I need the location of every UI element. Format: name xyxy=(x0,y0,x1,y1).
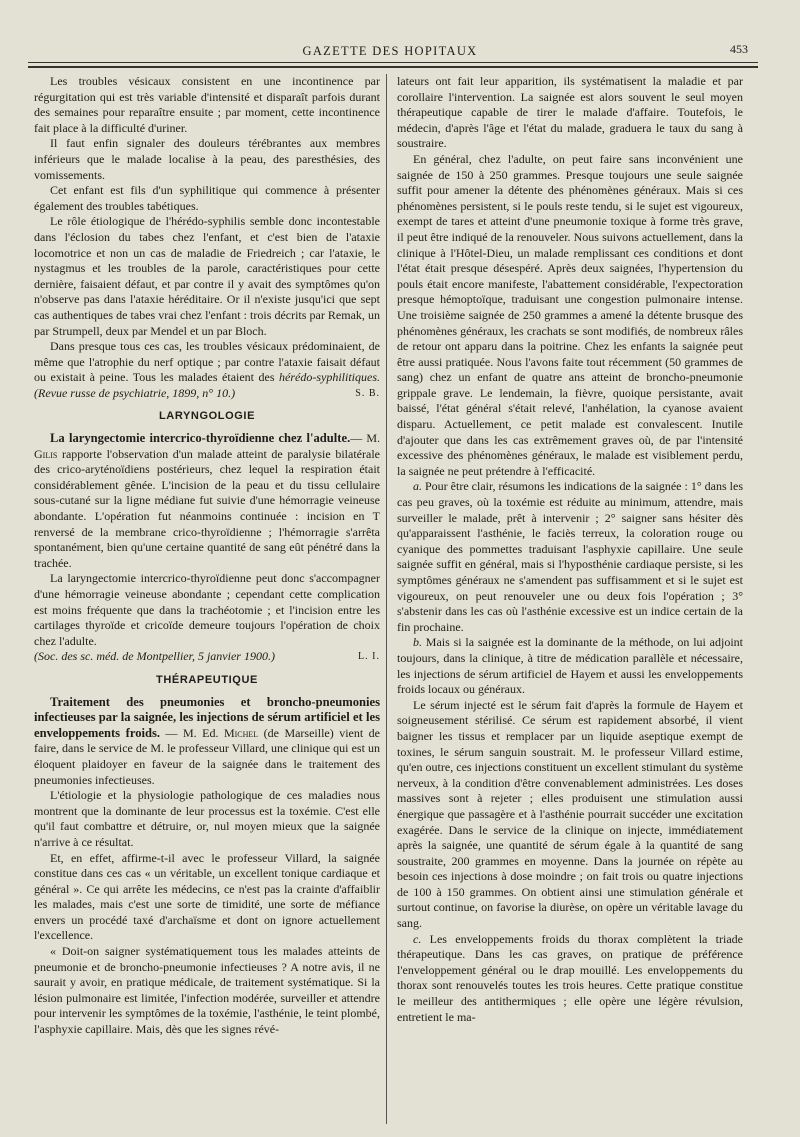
citation: . (Revue russe de psychiatrie, 1899, n° 10.) xyxy=(34,370,380,400)
paragraph: Cet enfant est fils d'un syphilitique qui commence à présenter également des troubles tabétiques. xyxy=(34,183,380,213)
author: Michel xyxy=(223,725,259,740)
paragraph xyxy=(34,339,380,401)
article xyxy=(34,431,380,571)
text: Les enveloppements froids du thorax complètent la triade thérapeutique. Dans les cas graves, on pratique de préférence l'enveloppement général ou le drap mouillé. Les enveloppements du thorax sont renouvelés toutes les trois heures. Cette pratique constitue le meilleur des antithermiques ; elle opère une légère révulsion, entretient le ma- xyxy=(397,931,743,1024)
paragraph: En général, chez l'adulte, on peut faire sans inconvénient une saignée de 150 à 250 grammes. Presque toujours une seule saignée suffit pour amener la détente des phénomènes généraux. Mais si ces phénomènes persistent, si le pouls reste tendu, si le sujet est vigoureux, exempt de tares et atteint d'une pneumonie toxique à forme très grave, il peut être indiqué de la renouveler. Nous suivons actuellement, dans la clinique à l'Hôtel-Dieu, un malade remplissant ces conditions et dont l'état était presque désespéré. Après deux saignées, l'hypertension du pouls était encore manifeste, l'abattement considérable, l'expectoration presque hémoptoïque, traduisant une congestion pulmonaire intense. Une troisième saignée de 250 grammes a amené la détente brusque des phénomènes généraux, les crachats se sont modifiés, de nombreux râles de retour ont apparu dans la poitrine. Chez les enfants la saignée peut être aussi pratiquée. Nous l'avons faite tout récemment (50 grammes de sang) chez un enfant de quatre ans atteint de broncho-pneumonie grippale grave. Le lendemain, la fièvre, quoique persistante, avait baissé, l'état général s'était relevé, l'anhélation, la cyanose avaient disparu. Actuellement, ce petit malade est convalescent. Inutile d'ajouter que dans les cas extrêmement graves où, de par l'intensité excessive des phénomènes généraux, le malade est visiblement perdu, la saignée ne peut prétendre à l'efficacité. xyxy=(397,151,743,478)
page-number: 453 xyxy=(730,42,748,56)
list-label: b. xyxy=(413,635,422,650)
text: — M. Ed. xyxy=(160,725,224,740)
text: Mais si la saignée est la dominante de la méthode, on lui adjoint toujours, dans la clinique, à titre de médication parallèle et nécessaire, les injections de sérum artificiel de Hayem et aussi les enveloppements froids locaux ou généraux. xyxy=(397,635,743,697)
paragraph: Et, en effet, affirme-t-il avec le professeur Villard, la saignée constitue dans ces cas « un véritable, un excellent tonique cardiaque et général ». Ce qui arrête les médecins, ce n'est pas la crainte d'affaiblir les malades, mais c'est une sorte de timidité, une sorte de méfiance envers un procédé taxé d'archaïsme et dont on ignore actuellement l'excellence. xyxy=(34,850,380,943)
article xyxy=(34,695,380,789)
section-heading: LARYNGOLOGIE xyxy=(158,410,256,423)
list-label: a. xyxy=(413,479,422,494)
paragraph: La laryngectomie intercrico-thyroïdienne peut donc s'accompagner d'une hémorragie veineuse abondante ; cependant cette complication est moins fréquente que dans la trachéotomie ; et l'incision entre les cartilages thyroïde et cricoïde demeure toujours l'opération de choix chez l'adulte. xyxy=(34,571,380,648)
list-label: c. xyxy=(413,931,422,946)
paragraph: Il faut enfin signaler des douleurs térébrantes aux membres inférieurs que le malade localise à la peau, des paresthésies, des vomissements. xyxy=(34,136,380,182)
paragraph: lateurs ont fait leur apparition, ils systématisent la maladie et par corollaire l'intervention. La saignée est alors souvent le seul moyen thérapeutique capable de tirer le malade d'affaire. Toutefois, le médecin, d'après l'âge et l'état du malade, graduera le taux du sang à soustraire. xyxy=(397,74,743,151)
article-title: La laryngectomie intercrico-thyroïdienne chez l'adulte. xyxy=(50,431,351,446)
signature: L. I. xyxy=(358,651,380,663)
left-column xyxy=(34,74,380,1038)
text: — M. xyxy=(350,431,380,446)
text: rapporte l'observation d'un malade atteint de paralysie bilatérale des crico-aryténoïdiens postérieurs, chez lequel la respiration était considérablement gênée. L'incision de la peau et du tissu cellulaire sous-cutané sur la ligne médiane fut suivie d'une hémorragie veineuse abondante. L'opération fut néanmoins continuée : incision en T renversé de la membrane crico-thyroïdienne ; l'hémorragie s'arrêta spontanément, bien qu'une certaine quantité de sang eût pénétré dans la trachée. xyxy=(34,446,380,570)
text: Dans presque tous ces cas, les troubles vésicaux prédominaient, de même que l'atrophie du nerf optique ; par contre l'ataxie faisait défaut ou existait à peine. Tous les malades étaient des xyxy=(34,339,380,385)
paragraph xyxy=(34,649,380,665)
article-title: Traitement des pneumonies et broncho-pneumonies infectieuses par la saignée, les injections de sérum artificiel et les enveloppements froids. xyxy=(34,694,380,740)
journal-title: GAZETTE DES HOPITAUX xyxy=(302,44,478,58)
signature: S. B. xyxy=(355,387,380,399)
paragraph: Le sérum injecté est le sérum fait d'après la formule de Hayem et soigneusement stérilisé. Ce sérum est rapidement absorbé, il vient baigner les tissus et remplacer par un liquide aseptique exempt de toxines, le sérum sanguin soustrait. M. le professeur Villard estime, qu'en outre, ces injections constituent un excellent stimulant du système nerveux, à la condition d'être convenablement administrées. Les doses massives sont à rejeter ; elles produisent une stimulation aussi énergique que passagère et à l'asthénie pourrait succéder une excitation exagérée. Dans le service de la clinique on injecte, immédiatement après la saignée, une quantité de sérum égale à la quantité de sang soustraite, 200 grammes en moyenne. Dans la journée on répète au besoin ces injections à dose moindre ; on fait trois ou quatre injections de 100 à 150 grammes. On obtient ainsi une stimulation générale et surtout continue, on favorise la diurèse, on opère un véritable lavage du sang. xyxy=(397,697,743,931)
paragraph xyxy=(397,635,743,697)
italic-term: hérédo-syphilitiques xyxy=(279,370,377,385)
text: Pour être clair, résumons les indications de la saignée : 1° dans les cas peu graves, où la toxémie est réduite au minimum, attendre, mais surveiller le malade, prêt à intervenir ; 2° saigner sans hésiter dès qu'apparaissent l'asthénie, le faciès terreux, la coloration rouge ou cyanique des pommettes traduisant l'asphyxie capillaire. Une seule saignée suffit en général, mais si l'hyposthénie cardiaque persiste, si les symptômes généraux ne s'amendent pas suffisamment et si le sujet est vigoureux, on peut renouveler une ou deux fois l'opération ; 3° s'abstenir dans les cas où l'asthénie excessive est un indice certain de la fin prochaine. xyxy=(397,479,743,634)
column-divider xyxy=(386,74,387,1124)
paragraph: « Doit-on saigner systématiquement tous les malades atteints de pneumonie et de broncho-pneumonie infectieuses ? A notre avis, il ne saurait y avoir, en pratique médicale, de traitement systématique. Si la lésion pulmonaire est limitée, l'infection modérée, surveiller et attendre pour intervenir les symptômes de la toxémie, l'asthénie, le teint plombé, l'asphyxie capillaire. Mais, dès que les signes révé- xyxy=(34,944,380,1037)
paragraph: Les troubles vésicaux consistent en une incontinence par régurgitation qui est très variable d'intensité et disparaît parfois durant des semaines pour reparaître ensuite ; par moment, cette incontinence fait place à la difficulté d'uriner. xyxy=(34,74,380,135)
section-heading: THÉRAPEUTIQUE xyxy=(156,673,258,686)
header-rule-thin xyxy=(28,62,758,63)
paragraph: L'étiologie et la physiologie pathologique de ces maladies nous montrent que la dominante de leur processus est la toxémie. C'est elle qu'il faut combattre et détruire, or, nul moyen mieux que la saignée n'arrive à ce résultat. xyxy=(34,788,380,849)
citation: (Soc. des sc. méd. de Montpellier, 5 janvier 1900.) xyxy=(34,649,275,664)
text: (de Marseille) vient de faire, dans le service de M. le professeur Villard, une clinique qui est un éloquent plaidoyer en faveur de la saignée dans le traitement des pneumonies infectieuses. xyxy=(34,725,381,787)
paragraph: Le rôle étiologique de l'hérédo-syphilis semble donc incontestable dans l'éclosion du tabes chez l'enfant, et c'est bien de l'ataxie locomotrice et non un cas de maladie de Friedreich ; car l'ataxie, le nystagmus et les troubles de la parole, caractéristiques pour cette dernière, faisaient défaut, et par contre il y avait des symptômes qu'on n'observe pas dans l'ataxie héréditaire. Or il n'existe jusqu'ici que sept cas authentiques de tabes vrai chez l'enfant : trois décrits par Remak, un par Strumpell, deux par Mendel et un par Bloch. xyxy=(34,214,380,338)
author: Gilis xyxy=(34,446,58,461)
paragraph xyxy=(397,479,743,635)
paragraph xyxy=(397,932,743,1026)
right-column xyxy=(397,74,743,1025)
header-rule-thick xyxy=(28,66,758,68)
